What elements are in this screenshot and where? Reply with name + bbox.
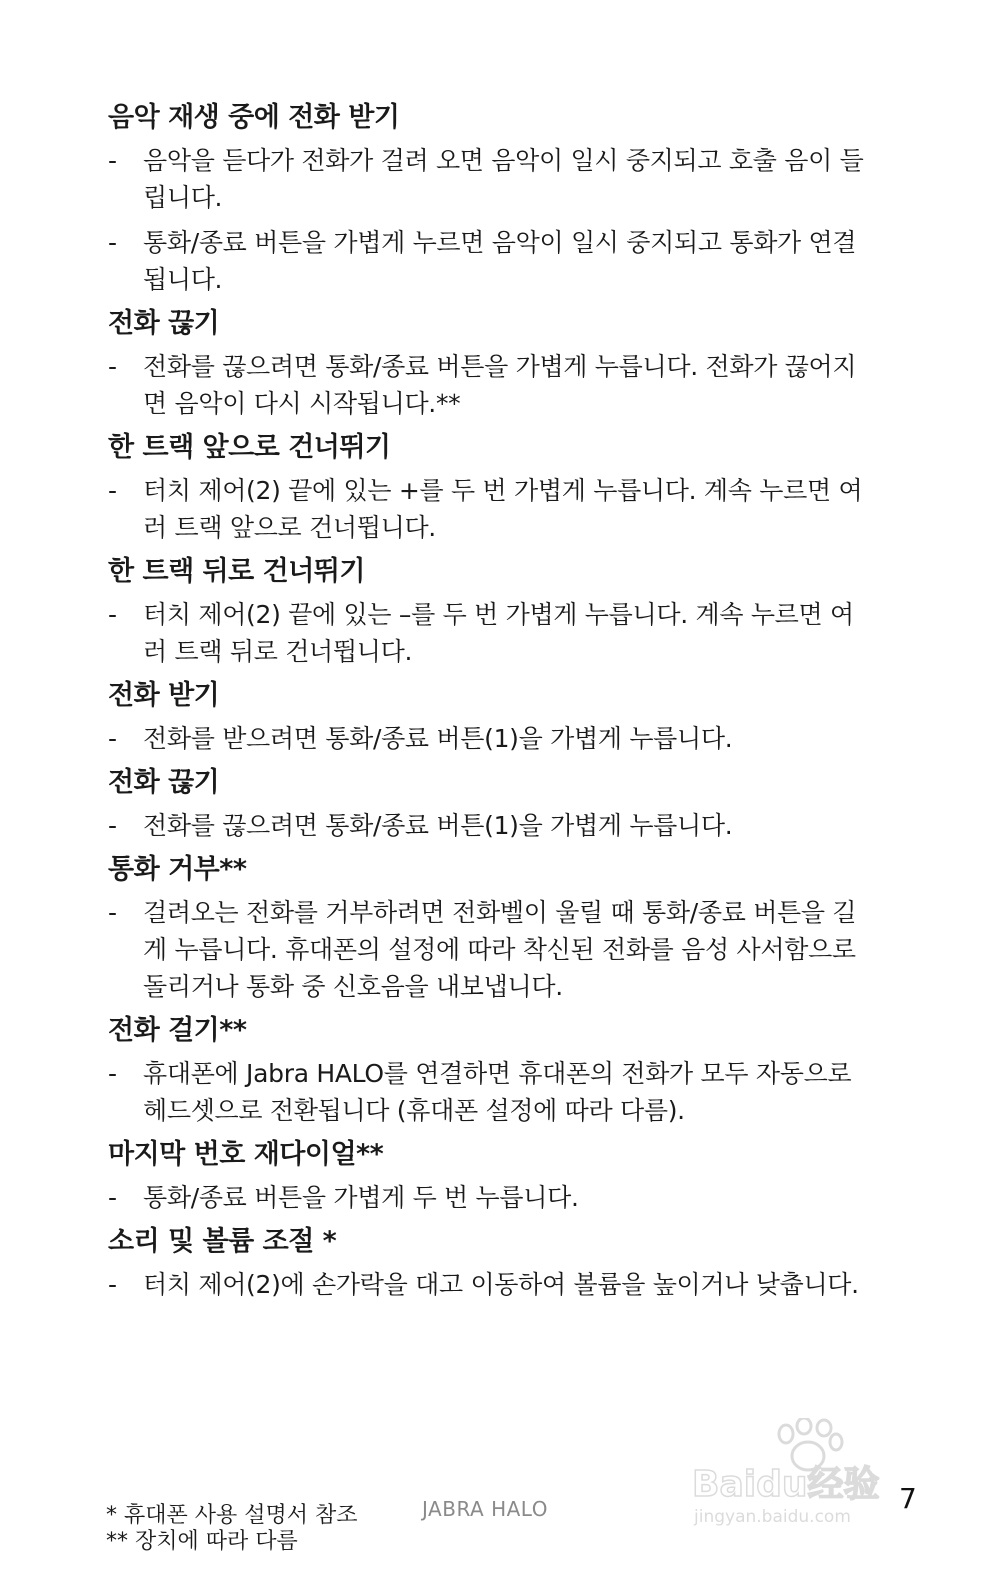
bullet-dash: - xyxy=(108,476,117,505)
list-item xyxy=(108,1179,868,1216)
section xyxy=(108,765,868,844)
list-item-text: 전화를 받으려면 통화/종료 버튼(1)을 가볍게 누릅니다. xyxy=(143,724,733,753)
list-item xyxy=(108,720,868,757)
section xyxy=(108,430,868,546)
bullet-dash: - xyxy=(108,600,117,629)
bullet-dash: - xyxy=(108,146,117,175)
section-heading: 전화 받기 xyxy=(108,680,220,711)
bullet-dash: - xyxy=(108,1059,117,1088)
bullet-dash: - xyxy=(108,1270,117,1299)
list-item xyxy=(108,348,868,422)
list-item-text: 터치 제어(2)에 손가락을 대고 이동하여 볼륨을 높이거나 낮춥니다. xyxy=(143,1270,859,1299)
section-heading: 음악 재생 중에 전화 받기 xyxy=(108,102,400,133)
footnotes xyxy=(106,1503,358,1555)
list-item xyxy=(108,224,868,298)
footnote-device-dependent: ** 장치에 따라 다름 xyxy=(106,1529,298,1554)
section xyxy=(108,1224,868,1303)
bullet-dash: - xyxy=(108,352,117,381)
list-item-text: 음악을 듣다가 전화가 걸려 오면 음악이 일시 중지되고 호출 음이 들립니다. xyxy=(143,146,864,212)
section-heading: 소리 및 볼륨 조절 * xyxy=(108,1226,337,1257)
list-item xyxy=(108,894,868,1005)
bullet-dash: - xyxy=(108,228,117,257)
svg-text:Baidu经验: Baidu经验 xyxy=(692,1464,880,1505)
section-heading: 마지막 번호 재다이얼** xyxy=(108,1139,384,1170)
section-heading: 전화 끊기 xyxy=(108,308,220,339)
list-item xyxy=(108,472,868,546)
list-item-text: 전화를 끊으려면 통화/종료 버튼을 가볍게 누릅니다. 전화가 끊어지면 음악이 다시 시작됩니다.** xyxy=(143,352,857,418)
list-item-text: 터치 제어(2) 끝에 있는 –를 두 번 가볍게 누릅니다. 계속 누르면 여러 트랙 뒤로 건너뜁니다. xyxy=(143,600,854,666)
section-heading: 전화 끊기 xyxy=(108,767,220,798)
brand-name: JABRA HALO xyxy=(422,1497,548,1521)
list-item-text: 전화를 끊으려면 통화/종료 버튼(1)을 가볍게 누릅니다. xyxy=(143,811,733,840)
section-heading: 한 트랙 뒤로 건너뛰기 xyxy=(108,556,365,587)
list-item xyxy=(108,1055,868,1129)
page-number: 7 xyxy=(899,1482,917,1515)
section xyxy=(108,306,868,422)
list-item xyxy=(108,142,868,216)
list-item xyxy=(108,807,868,844)
manual-content xyxy=(108,100,868,1311)
section-heading: 통화 거부** xyxy=(108,854,247,885)
list-item-text: 터치 제어(2) 끝에 있는 +를 두 번 가볍게 누릅니다. 계속 누르면 여러 트랙 앞으로 건너뜁니다. xyxy=(143,476,863,542)
list-item xyxy=(108,596,868,670)
section-heading: 전화 걸기** xyxy=(108,1015,247,1046)
list-item-text: 통화/종료 버튼을 가볍게 누르면 음악이 일시 중지되고 통화가 연결됩니다. xyxy=(143,228,857,294)
section xyxy=(108,1013,868,1129)
section-heading: 한 트랙 앞으로 건너뛰기 xyxy=(108,432,391,463)
section xyxy=(108,100,868,298)
bullet-dash: - xyxy=(108,724,117,753)
svg-text:jingyan.baidu.com: jingyan.baidu.com xyxy=(694,1507,851,1527)
bullet-dash: - xyxy=(108,1183,117,1212)
section xyxy=(108,678,868,757)
section xyxy=(108,554,868,670)
list-item-text: 걸려오는 전화를 거부하려면 전화벨이 울릴 때 통화/종료 버튼을 길게 누릅니다. 휴대폰의 설정에 따라 착신된 전화를 음성 사서함으로 돌리거나 통화 중 신호음을 내보냅니다. xyxy=(143,898,857,1001)
baidu-jingyan-watermark xyxy=(690,1418,920,1530)
footnote-phone-manual: * 휴대폰 사용 설명서 참조 xyxy=(106,1503,358,1528)
list-item-text: 통화/종료 버튼을 가볍게 두 번 누릅니다. xyxy=(143,1183,579,1212)
list-item xyxy=(108,1266,868,1303)
bullet-dash: - xyxy=(108,898,117,927)
list-item-text: 휴대폰에 Jabra HALO를 연결하면 휴대폰의 전화가 모두 자동으로 헤드셋으로 전환됩니다 (휴대폰 설정에 따라 다름). xyxy=(143,1059,852,1125)
bullet-dash: - xyxy=(108,811,117,840)
section xyxy=(108,852,868,1005)
section xyxy=(108,1137,868,1216)
